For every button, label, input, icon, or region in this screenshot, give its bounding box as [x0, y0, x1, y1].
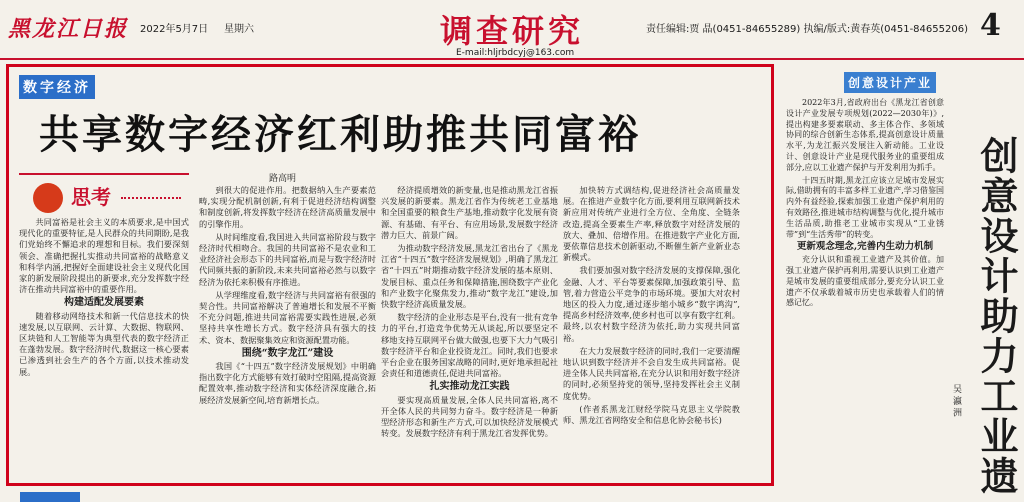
paragraph: 在大力发展数字经济的同时,我们一定要清醒地认识到数字经济并不会自发生成共同富裕。促进全体人民共同富裕,在充分认识和用好数字经济的同时,必须坚持党的领导,坚持发挥社会主义制度优势。 [563, 345, 740, 401]
article-column-4 [563, 185, 740, 479]
paragraph: 我们要加强对数字经济发展的支撑保障,强化金融、人才、平台等要素保障,加强政策引导、监管,着力营造公平竞争的市场环境。要加大对农村地区的投入力度,通过逐步缩小城乡“数字鸿沟”,提高乡村经济效率,使乡村也可以享有数字红利。最终,以农村数字经济为依托,助力实现共同富裕。 [563, 265, 740, 343]
paragraph: 数字经济的企业形态是平台,没有一批有竞争力的平台,打造竞争优势无从谈起,所以要坚定不移地支持互联网平台做大做强,也要下大力气吸引数字经济平台和企业投资龙江。同时,我们也要求平台企业在服务国家战略的同时,更好地承担起社会责任和道德责任,促进共同富裕。 [381, 312, 558, 379]
side-author: 吴 瀛 洲 [951, 384, 961, 417]
paragraph: 十四五时期,黑龙江应该立足城市发展实际,借助拥有的丰富多样工业遗产,学习借鉴国内外有益经验,探索加强工业遗产保护利用的有效路径,推进城市结构调整与优化,提升城市生活品质,助推老工业城市实现从“工业锈带”到“生活秀带”的转变。 [786, 175, 944, 239]
article-byline: 路高明 [269, 174, 297, 184]
paragraph: 我国《“十四五”数字经济发展规划》中明确指出数字化方式能够有效打破时空阻隔,提高资源配置效率,推动数字经济和实体经济深度融合,拓展经济发展新空间,培育新增长点。 [199, 361, 376, 405]
article-column-1 [19, 217, 189, 483]
section-title: 调查研究 [440, 12, 585, 50]
author-note: (作者系黑龙江财经学院马克思主义学院教师、黑龙江省网络安全和信息化协会秘书长) [563, 403, 740, 426]
lightbulb-icon [33, 183, 63, 213]
paragraph: 要实现高质量发展,全体人民共同富裕,离不开全体人民的共同努力奋斗。数字经济是一种新型经济形态和新生产方式,可以加快经济发展模式转变。发展数字经济有利于黑龙江省发挥优势。 [381, 394, 558, 439]
divider [121, 197, 181, 199]
side-article-body [786, 98, 944, 502]
paragraph: 加快转方式调结构,促进经济社会高质量发展。在推进产业数字化方面,要利用互联网新技术新应用对传统产业进行全方位、全角度、全链条改造,提高全要素生产率,释放数字对经济发展的放大、叠加、倍增作用。在推进数字产业化方面,要依靠信息技术创新驱动,不断催生新产业新业态新模式。 [563, 185, 740, 263]
paragraph: 经济提质增效的新变量,也是推动黑龙江省振兴发展的新要素。黑龙江省作为传统老工业基地和全国重要的粮食生产基地,推动数字化发展有资源、有基础、有平台、有应用场景,发展数字经济潜力巨大、前景广阔。 [381, 185, 558, 240]
paragraph: 共同富裕是社会主义的本质要求,是中国式现代化的重要特征,是人民群众的共同期盼,是我们党始终不懈追求的理想和目标。我们要深刻领会、准确把握扎实推动共同富裕的战略意义和科学内涵,把握好全面建设社会主义现代化国家的新发展阶段提出的新要求,充分发挥数字经济在推动共同富裕中的重要作用。 [19, 217, 189, 295]
subheading: 构建适配发展要素 [64, 297, 144, 309]
subheading: 扎实推动龙江实践 [429, 381, 510, 393]
subheading: 更新观念理念,完善内生动力机制 [796, 241, 934, 253]
paragraph: 从学理维度看,数字经济与共同富裕有很强的契合性。共同富裕解决了普遍增长和发展不平衡不充分问题,推进共同富裕需要实践性进展,必须坚持共享性增长方式。数字经济具有强大的技术、资本、数据聚集效应和资源配置功能。 [199, 289, 376, 345]
header-rule [0, 58, 1024, 60]
paragraph: 为推动数字经济发展,黑龙江省出台了《黑龙江省“十四五”数字经济发展规划》,明确了黑龙江省“十四五”时期推动数字经济发展的基本原则、发展目标、重点任务和保障措施,围绕数字产业化和产业数字化聚焦发力,推动“数字龙江”建设,加快数字经济高质量发展。 [381, 243, 558, 310]
side-headline: 创意设计助力工业遗 [974, 136, 1019, 496]
article-headline: 共享数字经济红利助推共同富裕 [39, 111, 641, 158]
paper-name: 黑龙江日报 [8, 16, 129, 42]
main-article [6, 64, 774, 486]
section-email[interactable]: E-mail:hljrbdcyj@163.com [456, 48, 575, 58]
issue-date: 2022年5月7日 [140, 24, 209, 35]
paragraph: 2022年3月,省政府出台《黑龙江省创意设计产业发展专项规划(2022—2030年)》,提出构建多要素联动、多主体合作、多领域协同的综合创新生态体系,提高创意设计质量水平,为龙江振兴发展注入新动能。工业设计、创意设计产业是现代服务业的重要组成部分,应以工业遗产保护与开发利用为抓手。 [786, 98, 944, 172]
masthead [0, 0, 1024, 60]
side-article [782, 64, 1024, 502]
paragraph: 充分认识和重视工业遗产及其价值。加强工业遗产保护再利用,需要认识到工业遗产是城市发展的重要组成部分,要充分认识工业遗产不仅承载着城市历史也承载着人们的情感记忆。 [786, 255, 944, 308]
editors-credit: 责任编辑:贾 晶(0451-84655289) 执编/版式:黄春英(0451-84655206) [646, 24, 968, 35]
column-tag: 数字经济 [19, 75, 95, 99]
paragraph: 随着移动网络技术和新一代信息技术的快速发展,以互联网、云计算、大数据、物联网、区块链和人工智能等为典型代表的数字经济正在蓬勃发展。数字经济时代,数据这一核心要素已渗透到社会生产的各个方面,以技术推动发展。 [19, 310, 189, 377]
page-number: 4 [980, 8, 1001, 43]
paragraph: 从时间维度看,我国进入共同富裕阶段与数字经济时代相吻合。我国的共同富裕不是农业和工业经济社会形态下的共同富裕,而是与数字经济时代同频共振的新阶段,未来共同富裕必然与以数字经济为依托来积极有序推进。 [199, 231, 376, 287]
paragraph: 到很大的促进作用。把数据纳入生产要素范畴,实现分配机制创新,有利于促进经济结构调整和制度创新,将发挥数字经济在经济高质量发展中的引擎作用。 [199, 185, 376, 229]
article-column-2 [199, 185, 376, 479]
think-banner [19, 173, 189, 215]
subheading: 围绕“数字龙江”建设 [241, 347, 334, 359]
article-column-3 [381, 185, 558, 479]
next-column-tag-strip [20, 492, 80, 502]
side-column-tag: 创意设计产业 [844, 72, 936, 93]
issue-weekday: 星期六 [224, 24, 254, 35]
think-label: 思考 [71, 185, 111, 209]
